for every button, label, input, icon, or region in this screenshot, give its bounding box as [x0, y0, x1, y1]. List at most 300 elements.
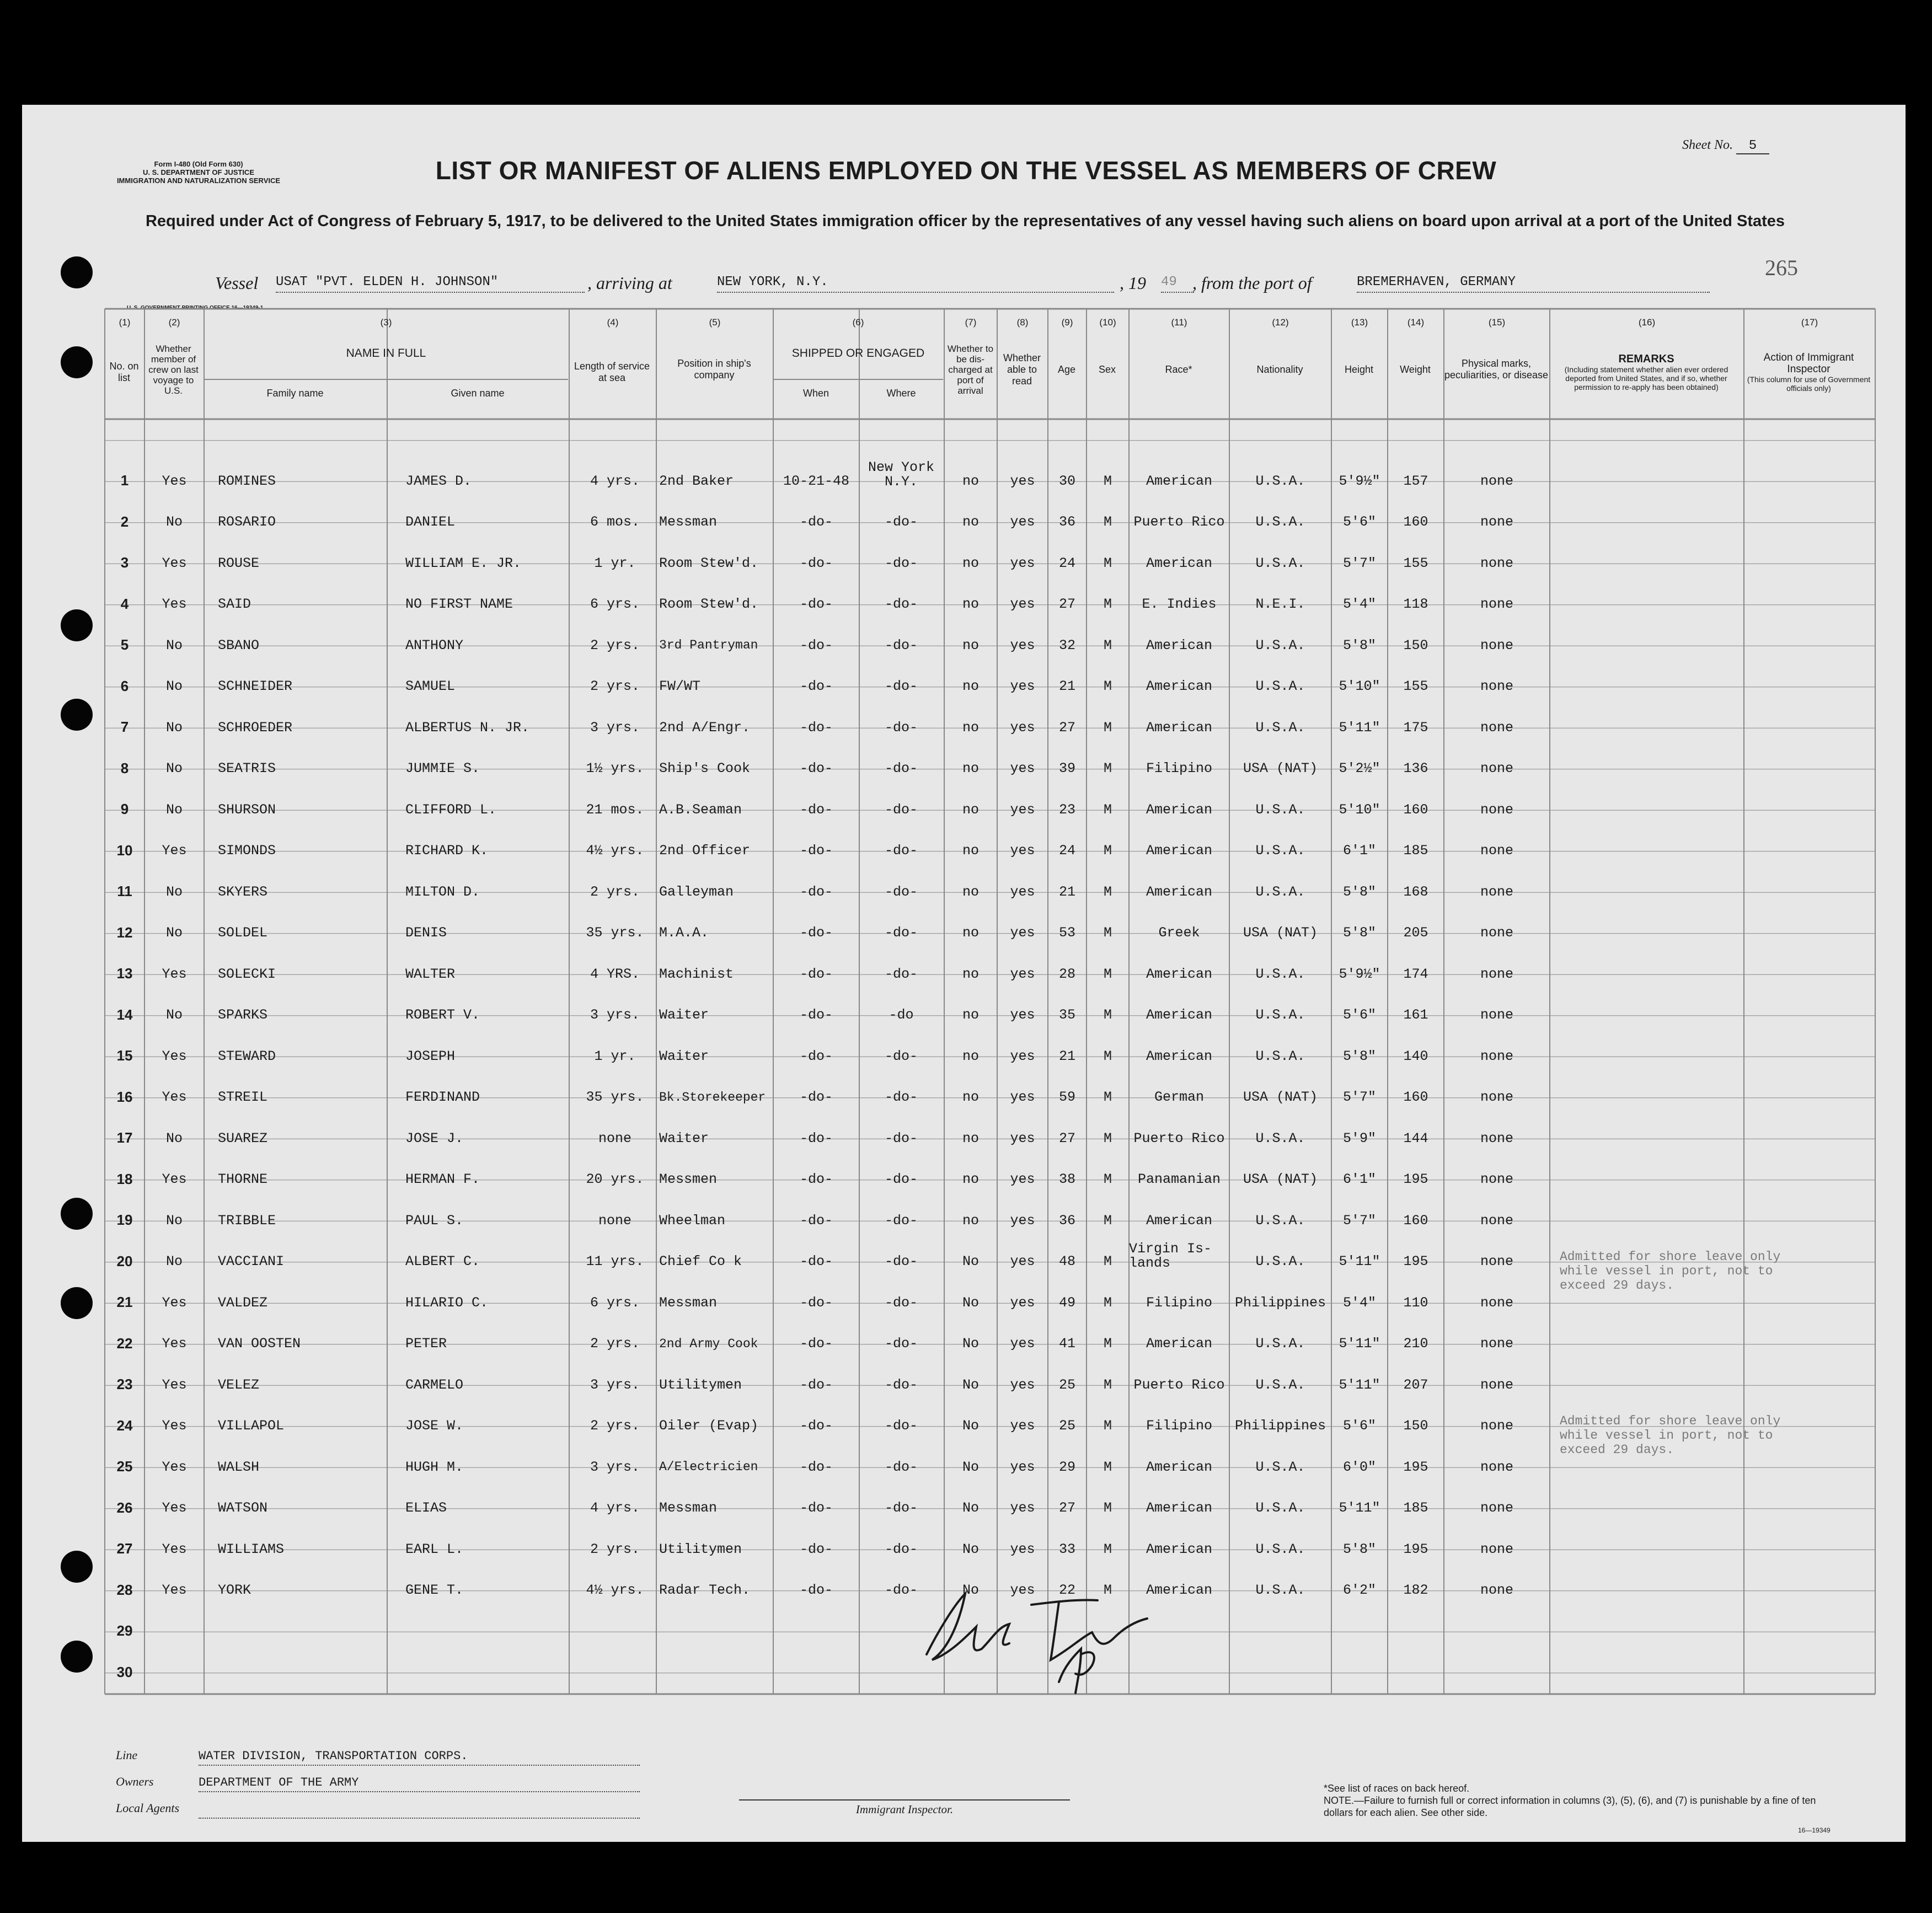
- service-length-cell: 4 YRS.: [590, 966, 640, 982]
- family-name-cell: SOLDEL: [218, 925, 268, 941]
- position-cell: A/Electricien: [659, 1460, 758, 1474]
- header-remarks: [1550, 342, 1743, 403]
- shipped-when-cell: -do-: [799, 1459, 833, 1475]
- given-name-cell: WALTER: [405, 966, 456, 982]
- physical-marks-cell: none: [1480, 555, 1513, 571]
- shipped-where-cell: -do-: [884, 1418, 918, 1434]
- position-cell: Bk.Storekeeper: [659, 1090, 766, 1105]
- nationality-cell: U.S.A.: [1255, 1459, 1305, 1475]
- remarks-subtitle: (Including statement whether alien ever ordered deported from United States, and if so, whether permission to re-apply has been obtained): [1564, 365, 1728, 392]
- shipped-when-cell: -do-: [799, 1418, 833, 1434]
- age-cell: 36: [1058, 1212, 1075, 1229]
- form-code: 16—19349: [1798, 1826, 1831, 1834]
- physical-marks-cell: none: [1480, 966, 1513, 982]
- given-name-cell: ROBERT V.: [405, 1007, 480, 1023]
- height-cell: 5'6": [1342, 1418, 1376, 1434]
- able-to-read-cell: yes: [1010, 1582, 1035, 1598]
- header-sex: Sex: [1098, 363, 1116, 375]
- sex-cell: M: [1103, 1500, 1112, 1516]
- height-cell: 5'7": [1342, 555, 1376, 571]
- race-cell: American: [1146, 678, 1213, 694]
- row-number: 23: [116, 1376, 133, 1392]
- weight-cell: 161: [1403, 1007, 1428, 1023]
- able-to-read-cell: yes: [1010, 473, 1035, 489]
- header-physical-marks: Physical marks, peculiarities, or disease: [1444, 358, 1549, 381]
- vessel-label: Vessel: [215, 273, 259, 293]
- column-number: (1): [119, 317, 131, 328]
- agents-field[interactable]: [199, 1801, 640, 1819]
- service-length-cell: 1 yr.: [594, 555, 636, 571]
- family-name-cell: SIMONDS: [218, 843, 276, 859]
- position-cell: 2nd A/Engr.: [659, 719, 751, 736]
- service-length-cell: 1 yr.: [594, 1048, 636, 1064]
- member-cell: No: [165, 1007, 183, 1023]
- discharged-cell: No: [962, 1376, 979, 1393]
- shipped-when-cell: -do-: [799, 1212, 833, 1229]
- header-weight: Weight: [1400, 363, 1431, 375]
- sex-cell: M: [1103, 514, 1112, 530]
- race-cell: American: [1146, 473, 1213, 489]
- height-cell: 5'10": [1339, 678, 1380, 694]
- discharged-cell: no: [962, 555, 979, 571]
- age-cell: 21: [1058, 1048, 1075, 1064]
- height-cell: 5'11": [1339, 1253, 1380, 1269]
- given-name-cell: DANIEL: [405, 514, 456, 530]
- family-name-cell: SCHROEDER: [218, 719, 293, 736]
- shipped-when-cell: -do-: [799, 1582, 833, 1598]
- nationality-cell: U.S.A.: [1255, 637, 1305, 653]
- weight-cell: 136: [1403, 760, 1428, 776]
- height-cell: 6'2": [1342, 1582, 1376, 1598]
- nationality-cell: U.S.A.: [1255, 473, 1305, 489]
- header-discharged: Whether to be dis-charged at port of arrival: [947, 343, 994, 396]
- weight-cell: 160: [1403, 1089, 1428, 1105]
- owners-label: Owners: [116, 1775, 154, 1788]
- age-cell: 24: [1058, 555, 1075, 571]
- physical-marks-cell: none: [1480, 514, 1513, 530]
- shipped-where-cell: -do-: [884, 1541, 918, 1557]
- position-cell: Radar Tech.: [659, 1582, 751, 1598]
- shipped-when-cell: -do-: [799, 1336, 833, 1352]
- agents-row: [116, 1801, 179, 1820]
- age-cell: 25: [1058, 1418, 1075, 1434]
- nationality-cell: U.S.A.: [1255, 1541, 1305, 1557]
- arriving-label: , arriving at: [587, 273, 672, 293]
- column-number: (14): [1407, 317, 1425, 328]
- height-cell: 5'11": [1339, 719, 1380, 736]
- height-cell: 5'8": [1342, 1541, 1376, 1557]
- family-name-cell: THORNE: [218, 1171, 268, 1187]
- row-number: 30: [116, 1663, 133, 1680]
- race-cell: American: [1146, 1582, 1213, 1598]
- service-length-cell: 6 yrs.: [590, 1294, 640, 1311]
- physical-marks-cell: none: [1480, 1089, 1513, 1105]
- row-number: 2: [120, 513, 129, 530]
- physical-marks-cell: none: [1480, 843, 1513, 859]
- age-cell: 21: [1058, 883, 1075, 900]
- row-number: 9: [120, 801, 129, 817]
- sex-cell: M: [1103, 719, 1112, 736]
- service-length-cell: 4 yrs.: [590, 473, 640, 489]
- age-cell: 32: [1058, 637, 1075, 653]
- discharged-cell: No: [962, 1253, 979, 1269]
- race-cell: American: [1146, 801, 1213, 818]
- age-cell: 39: [1058, 760, 1075, 776]
- member-cell: No: [165, 925, 183, 941]
- age-cell: 49: [1058, 1294, 1075, 1311]
- race-cell: American: [1146, 719, 1213, 736]
- weight-cell: 195: [1403, 1459, 1428, 1475]
- able-to-read-cell: yes: [1010, 1500, 1035, 1516]
- column-number: (3): [380, 317, 392, 328]
- race-cell: Puerto Rico: [1133, 1376, 1225, 1393]
- position-cell: Room Stew'd.: [659, 596, 759, 612]
- sex-cell: M: [1103, 1376, 1112, 1393]
- race-cell: American: [1146, 1459, 1213, 1475]
- shipped-where-cell: -do-: [884, 678, 918, 694]
- discharged-cell: no: [962, 596, 979, 612]
- physical-marks-cell: none: [1480, 801, 1513, 818]
- stamp-number: 265: [1765, 255, 1798, 280]
- discharged-cell: no: [962, 843, 979, 859]
- family-name-cell: SBANO: [218, 637, 260, 653]
- department-text: U. S. DEPARTMENT OF JUSTICE: [143, 168, 254, 176]
- position-cell: A.B.Seaman: [659, 801, 742, 818]
- service-length-cell: 3 yrs.: [590, 1459, 640, 1475]
- member-cell: No: [165, 637, 183, 653]
- sex-cell: M: [1103, 1130, 1112, 1146]
- discharged-cell: No: [962, 1336, 979, 1352]
- shipped-when-cell: -do-: [799, 925, 833, 941]
- nationality-cell: USA (NAT): [1243, 925, 1318, 941]
- owners-field[interactable]: DEPARTMENT OF THE ARMY: [199, 1775, 640, 1792]
- height-cell: 5'8": [1342, 883, 1376, 900]
- family-name-cell: SPARKS: [218, 1007, 268, 1023]
- header-race: Race*: [1165, 363, 1192, 375]
- physical-marks-cell: none: [1480, 1171, 1513, 1187]
- service-length-cell: 3 yrs.: [590, 1376, 640, 1393]
- year-field[interactable]: 49: [1161, 273, 1194, 293]
- member-cell: Yes: [162, 596, 187, 612]
- weight-cell: 160: [1403, 801, 1428, 818]
- family-name-cell: STREIL: [218, 1089, 268, 1105]
- column-number: (10): [1099, 317, 1116, 328]
- service-length-cell: 6 mos.: [590, 514, 640, 530]
- sex-cell: M: [1103, 843, 1112, 859]
- age-cell: 27: [1058, 1500, 1075, 1516]
- row-number: 27: [116, 1540, 133, 1557]
- column-number: (8): [1016, 317, 1029, 328]
- height-cell: 5'8": [1342, 925, 1376, 941]
- member-cell: Yes: [162, 1541, 187, 1557]
- given-name-cell: JOSE J.: [405, 1130, 464, 1146]
- shipped-when-cell: -do-: [799, 1500, 833, 1516]
- header-family-name: Family name: [266, 387, 324, 399]
- service-length-cell: none: [598, 1130, 631, 1146]
- service-length-cell: 2 yrs.: [590, 1336, 640, 1352]
- discharged-cell: No: [962, 1294, 979, 1311]
- physical-marks-cell: none: [1480, 1212, 1513, 1229]
- physical-marks-cell: none: [1480, 596, 1513, 612]
- shipped-when-cell: -do-: [799, 678, 833, 694]
- row-number: 12: [116, 924, 133, 941]
- weight-cell: 168: [1403, 883, 1428, 900]
- race-cell: American: [1146, 555, 1213, 571]
- weight-cell: 140: [1403, 1048, 1428, 1064]
- age-cell: 30: [1058, 473, 1075, 489]
- from-port-field[interactable]: BREMERHAVEN, GERMANY: [1357, 273, 1710, 293]
- discharged-cell: no: [962, 925, 979, 941]
- physical-marks-cell: none: [1480, 1376, 1513, 1393]
- inspector-signature: [916, 1572, 1158, 1698]
- family-name-cell: VALDEZ: [218, 1294, 268, 1311]
- shipped-when-cell: -do-: [799, 1294, 833, 1311]
- sex-cell: M: [1103, 1089, 1112, 1105]
- able-to-read-cell: yes: [1010, 925, 1035, 941]
- able-to-read-cell: yes: [1010, 1459, 1035, 1475]
- shipped-when-cell: -do-: [799, 1253, 833, 1269]
- row-number: 6: [120, 677, 129, 694]
- given-name-cell: RICHARD K.: [405, 843, 489, 859]
- shipped-where-cell: New York N.Y.: [868, 459, 935, 490]
- shipped-where-cell: -do-: [884, 1212, 918, 1229]
- row-number: 14: [116, 1006, 133, 1023]
- sex-cell: M: [1103, 596, 1112, 612]
- physical-marks-cell: none: [1480, 473, 1513, 489]
- sex-cell: M: [1103, 966, 1112, 982]
- member-cell: Yes: [162, 1418, 187, 1434]
- race-cell: American: [1146, 966, 1213, 982]
- given-name-cell: NO FIRST NAME: [405, 596, 513, 612]
- service-length-cell: 11 yrs.: [586, 1253, 644, 1269]
- member-cell: Yes: [162, 1376, 187, 1393]
- vessel-name-field[interactable]: USAT "PVT. ELDEN H. JOHNSON": [276, 273, 585, 293]
- given-name-cell: EARL L.: [405, 1541, 464, 1557]
- member-cell: Yes: [162, 1171, 187, 1187]
- family-name-cell: SEATRIS: [218, 760, 276, 776]
- weight-cell: 205: [1403, 925, 1428, 941]
- weight-cell: 110: [1403, 1294, 1428, 1311]
- able-to-read-cell: yes: [1010, 555, 1035, 571]
- physical-marks-cell: none: [1480, 1253, 1513, 1269]
- position-cell: 2nd Baker: [659, 473, 734, 489]
- service-length-cell: 2 yrs.: [590, 637, 640, 653]
- header-name-in-full: NAME IN FULL: [346, 346, 426, 360]
- weight-cell: 155: [1403, 678, 1428, 694]
- family-name-cell: ROMINES: [218, 473, 276, 489]
- arriving-port-field[interactable]: NEW YORK, N.Y.: [717, 273, 1114, 293]
- note-text: —Failure to furnish full or correct information in columns (3), (5), (6), and (7) is punishable by a fine of ten dollars for each alien. See other side.: [1324, 1795, 1816, 1818]
- nationality-cell: U.S.A.: [1255, 1376, 1305, 1393]
- discharged-cell: No: [962, 1582, 979, 1598]
- able-to-read-cell: yes: [1010, 1048, 1035, 1064]
- position-cell: Galleyman: [659, 883, 734, 900]
- given-name-cell: ALBERT C.: [405, 1253, 480, 1269]
- age-cell: 35: [1058, 1007, 1075, 1023]
- row-number: 17: [116, 1129, 133, 1146]
- discharged-cell: no: [962, 1130, 979, 1146]
- year-label: , 19: [1120, 273, 1146, 293]
- race-cell: E. Indies: [1142, 596, 1217, 612]
- given-name-cell: HERMAN F.: [405, 1171, 480, 1187]
- able-to-read-cell: yes: [1010, 637, 1035, 653]
- service-length-cell: 2 yrs.: [590, 883, 640, 900]
- race-cell: Filipino: [1146, 1294, 1213, 1311]
- shipped-where-cell: -do-: [884, 1336, 918, 1352]
- sex-cell: M: [1103, 1541, 1112, 1557]
- member-cell: No: [165, 1253, 183, 1269]
- age-cell: 22: [1058, 1582, 1075, 1598]
- weight-cell: 157: [1403, 473, 1428, 489]
- physical-marks-cell: none: [1480, 678, 1513, 694]
- column-number: (12): [1272, 317, 1289, 328]
- sex-cell: M: [1103, 555, 1112, 571]
- shipped-where-cell: -do-: [884, 555, 918, 571]
- weight-cell: 118: [1403, 596, 1428, 612]
- physical-marks-cell: none: [1480, 1418, 1513, 1434]
- given-name-cell: CARMELO: [405, 1376, 464, 1393]
- family-name-cell: YORK: [218, 1582, 251, 1598]
- discharged-cell: no: [962, 801, 979, 818]
- able-to-read-cell: yes: [1010, 1294, 1035, 1311]
- shipped-where-cell: -do-: [884, 925, 918, 941]
- nationality-cell: U.S.A.: [1255, 883, 1305, 900]
- sex-cell: M: [1103, 883, 1112, 900]
- shipped-when-cell: -do-: [799, 843, 833, 859]
- header-action-inspector: [1744, 342, 1874, 403]
- column-number: (15): [1488, 317, 1506, 328]
- position-cell: Messman: [659, 1500, 718, 1516]
- nationality-cell: U.S.A.: [1255, 1048, 1305, 1064]
- sex-cell: M: [1103, 1048, 1112, 1064]
- position-cell: FW/WT: [659, 678, 701, 694]
- height-cell: 5'9½": [1339, 966, 1380, 982]
- column-number: (2): [168, 317, 180, 328]
- race-cell: American: [1146, 1336, 1213, 1352]
- family-name-cell: SHURSON: [218, 801, 276, 818]
- age-cell: 28: [1058, 966, 1075, 982]
- row-number: 28: [116, 1581, 133, 1598]
- position-cell: Utilitymen: [659, 1376, 742, 1393]
- age-cell: 27: [1058, 1130, 1075, 1146]
- from-port-label: , from the port of: [1192, 273, 1312, 293]
- family-name-cell: SAID: [218, 596, 251, 612]
- position-cell: Messmen: [659, 1171, 718, 1187]
- discharged-cell: no: [962, 514, 979, 530]
- nationality-cell: U.S.A.: [1255, 1130, 1305, 1146]
- nationality-cell: U.S.A.: [1255, 1007, 1305, 1023]
- physical-marks-cell: none: [1480, 883, 1513, 900]
- column-number: (5): [709, 317, 721, 328]
- position-cell: 3rd Pantryman: [659, 638, 758, 652]
- height-cell: 5'6": [1342, 1007, 1376, 1023]
- header-whether-member: Whether member of crew on last voyage to U.S.: [148, 343, 199, 396]
- height-cell: 6'1": [1342, 1171, 1376, 1187]
- discharged-cell: no: [962, 1007, 979, 1023]
- header-nationality: Nationality: [1256, 363, 1303, 375]
- shipped-where-cell: -do: [889, 1007, 914, 1023]
- discharged-cell: no: [962, 719, 979, 736]
- row-number: 18: [116, 1170, 133, 1187]
- given-name-cell: PAUL S.: [405, 1212, 464, 1229]
- family-name-cell: TRIBBLE: [218, 1212, 276, 1229]
- weight-cell: 195: [1403, 1541, 1428, 1557]
- able-to-read-cell: yes: [1010, 719, 1035, 736]
- row-number: 16: [116, 1088, 133, 1105]
- nationality-cell: USA (NAT): [1243, 1171, 1318, 1187]
- race-cell: Filipino: [1146, 1418, 1213, 1434]
- physical-marks-cell: none: [1480, 637, 1513, 653]
- service-length-cell: 1½ yrs.: [586, 760, 644, 776]
- member-cell: Yes: [162, 1459, 187, 1475]
- service-length-cell: 6 yrs.: [590, 596, 640, 612]
- column-number: (11): [1171, 317, 1187, 328]
- weight-cell: 144: [1403, 1130, 1428, 1146]
- family-name-cell: VELEZ: [218, 1376, 260, 1393]
- shipped-when-cell: 10-21-48: [783, 473, 850, 489]
- age-cell: 25: [1058, 1376, 1075, 1393]
- member-cell: Yes: [162, 1089, 187, 1105]
- member-cell: Yes: [162, 555, 187, 571]
- able-to-read-cell: yes: [1010, 596, 1035, 612]
- able-to-read-cell: yes: [1010, 1253, 1035, 1269]
- physical-marks-cell: none: [1480, 1007, 1513, 1023]
- shipped-when-cell: -do-: [799, 514, 833, 530]
- race-cell: Panamanian: [1137, 1171, 1221, 1187]
- shipped-when-cell: -do-: [799, 760, 833, 776]
- header-where: Where: [886, 387, 916, 399]
- discharged-cell: No: [962, 1418, 979, 1434]
- age-cell: 27: [1058, 719, 1075, 736]
- weight-cell: 182: [1403, 1582, 1428, 1598]
- shipped-when-cell: -do-: [799, 883, 833, 900]
- nationality-cell: USA (NAT): [1243, 1089, 1318, 1105]
- member-cell: Yes: [162, 1336, 187, 1352]
- service-length-cell: 20 yrs.: [586, 1171, 644, 1187]
- shipped-when-cell: -do-: [799, 966, 833, 982]
- position-cell: Ship's Cook: [659, 760, 751, 776]
- given-name-cell: SAMUEL: [405, 678, 456, 694]
- age-cell: 59: [1058, 1089, 1075, 1105]
- row-number: 25: [116, 1458, 133, 1475]
- height-cell: 5'10": [1339, 801, 1380, 818]
- race-cell: Puerto Rico: [1133, 514, 1225, 530]
- note-label: NOTE.: [1324, 1795, 1355, 1806]
- header-no-on-list: No. on list: [109, 361, 139, 383]
- form-number-text: Form I-480 (Old Form 630): [154, 160, 243, 168]
- given-name-cell: CLIFFORD L.: [405, 801, 497, 818]
- action-subtitle: (This column for use of Government officials only): [1747, 375, 1871, 393]
- family-name-cell: SCHNEIDER: [218, 678, 293, 694]
- height-cell: 5'4": [1342, 596, 1376, 612]
- member-cell: No: [165, 883, 183, 900]
- discharged-cell: No: [962, 1541, 979, 1557]
- races-note: *See list of races on back hereof.: [1324, 1783, 1470, 1794]
- able-to-read-cell: yes: [1010, 678, 1035, 694]
- line-field[interactable]: WATER DIVISION, TRANSPORTATION CORPS.: [199, 1748, 640, 1766]
- given-name-cell: JAMES D.: [405, 473, 472, 489]
- sex-cell: M: [1103, 1212, 1112, 1229]
- column-number: (7): [965, 317, 977, 328]
- shipped-when-cell: -do-: [799, 555, 833, 571]
- race-cell: American: [1146, 1007, 1213, 1023]
- discharged-cell: no: [962, 1089, 979, 1105]
- header-when: When: [802, 387, 829, 399]
- height-cell: 5'2½": [1339, 760, 1380, 776]
- height-cell: 6'1": [1342, 843, 1376, 859]
- row-number: 22: [116, 1335, 133, 1352]
- shipped-where-cell: -do-: [884, 1294, 918, 1311]
